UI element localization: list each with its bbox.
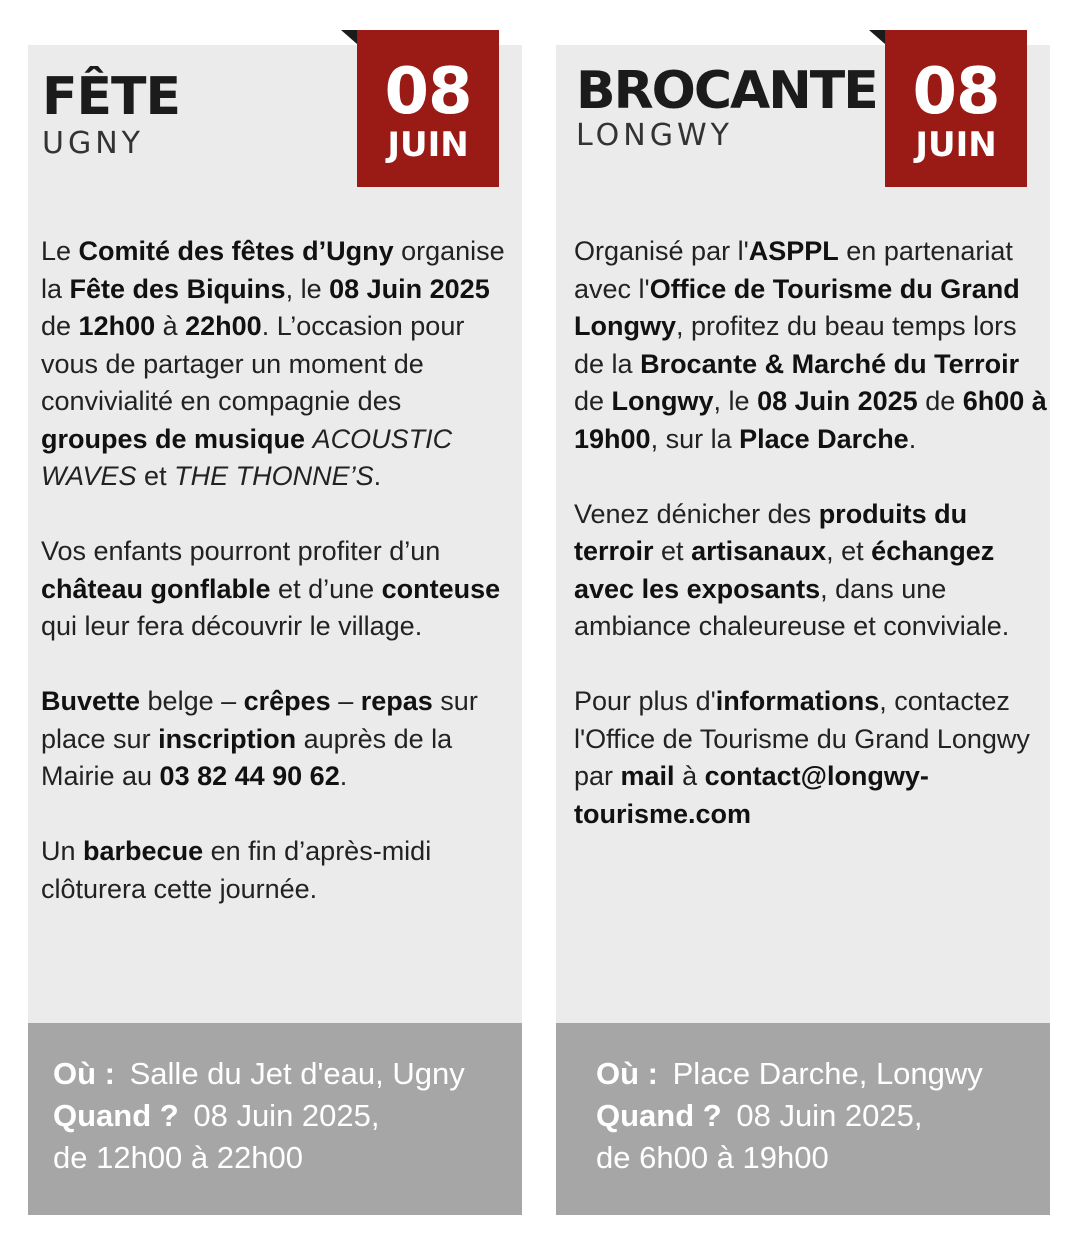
event-info-footer (28, 1023, 522, 1215)
event-description (41, 233, 511, 946)
highlight-text: informations (715, 686, 880, 716)
highlight-text: Comité des fêtes d’Ugny (78, 236, 394, 266)
when-value: 08 Juin 2025, (736, 1098, 923, 1133)
when-value: 08 Juin 2025, (193, 1098, 380, 1133)
highlight-text: 08 Juin 2025 (329, 273, 490, 304)
highlight-text: ASPPL (748, 236, 839, 266)
highlight-text: contact@longwy-tourisme.com (574, 761, 929, 829)
description-paragraph (574, 496, 1050, 646)
highlight-text: échangez avec les exposants (574, 536, 995, 604)
body-text: à (674, 761, 705, 791)
highlight-text: Place Darche (739, 423, 909, 454)
highlight-text: 12h00 (78, 311, 156, 341)
highlight-text: 6h00 à 19h00 (574, 386, 1047, 454)
body-text: Pour plus d' (574, 686, 716, 716)
when-label: Quand ? (53, 1098, 179, 1133)
body-text: de (574, 386, 612, 416)
highlight-text: Buvette (41, 686, 141, 716)
when-label: Quand ? (596, 1098, 722, 1133)
description-paragraph (574, 683, 1050, 833)
body-text: , le (713, 386, 758, 416)
highlight-text: groupes de musique (41, 423, 306, 454)
highlight-text: mail (620, 761, 675, 791)
description-paragraph (41, 683, 511, 796)
when-line (596, 1095, 1050, 1137)
body-text: . (339, 761, 348, 791)
description-paragraph (41, 533, 511, 646)
event-card-brocante-longwy (556, 45, 1050, 1215)
highlight-text: Fête des Biquins (69, 273, 286, 304)
highlight-text: barbecue (83, 836, 204, 866)
body-text: . (373, 461, 382, 491)
body-text: en fin d’après-midi clôturera cette journée. (41, 836, 432, 904)
body-text: Organisé par l' (574, 236, 749, 266)
highlight-text: conteuse (381, 573, 501, 604)
body-text: , sur la (650, 423, 740, 454)
date-badge (357, 30, 499, 187)
highlight-text: inscription (158, 723, 297, 754)
highlight-text: Office de Tourisme du Grand Longwy (574, 273, 1020, 341)
body-text: qui leur fera découvrir le village. (41, 611, 423, 641)
body-text: de (917, 386, 963, 416)
event-description (574, 233, 1050, 871)
body-text: ACOUSTIC WAVES (41, 423, 453, 491)
body-text: Venez dénicher des (574, 498, 819, 529)
body-text: . (908, 423, 917, 454)
highlight-text: repas (360, 686, 433, 716)
time-value: de 12h00 à 22h00 (53, 1140, 303, 1175)
description-paragraph (41, 233, 511, 496)
event-location-heading: LONGWY (576, 118, 733, 153)
body-text: organise la (41, 236, 505, 304)
body-text: en partenariat avec l' (574, 236, 1013, 304)
body-text: et (136, 461, 175, 491)
body-text: et d’une (270, 573, 382, 604)
highlight-text: artisanaux (691, 536, 827, 566)
where-label: Où : (596, 1056, 658, 1091)
time-value: de 6h00 à 19h00 (596, 1140, 829, 1175)
highlight-text: 03 82 44 90 62 (159, 761, 340, 791)
body-text: belge – (140, 686, 244, 716)
highlight-text: Longwy (611, 386, 714, 416)
body-text: THE THONNE’S (174, 461, 374, 491)
body-text: , dans une ambiance chaleureuse et conviviale. (574, 573, 1010, 641)
when-line (53, 1095, 522, 1137)
event-location-heading: UGNY (42, 126, 144, 161)
highlight-text: crêpes (243, 686, 331, 716)
highlight-text: 22h00 (185, 311, 262, 341)
description-paragraph (41, 833, 511, 908)
highlight-text: château gonflable (41, 573, 271, 604)
body-text: , et (826, 536, 872, 566)
body-text: , profitez du beau temps lors de la (574, 311, 1017, 379)
body-text: de (41, 311, 79, 341)
where-line (53, 1053, 522, 1095)
highlight-text: produits du terroir (574, 498, 968, 566)
body-text: auprès de la Mairie au (41, 723, 453, 791)
highlight-text: 08 Juin 2025 (757, 386, 918, 416)
badge-month: JUIN (915, 125, 997, 165)
badge-month: JUIN (387, 125, 469, 165)
body-text: et (653, 536, 692, 566)
body-text: sur place sur (41, 686, 478, 754)
badge-day: 08 (384, 55, 472, 129)
body-text: Un (41, 836, 84, 866)
event-title: BROCANTE (576, 61, 877, 121)
event-card-fete-ugny (28, 45, 522, 1215)
highlight-text: Brocante & Marché du Terroir (640, 348, 1020, 379)
body-text: à (155, 311, 186, 341)
body-text: Vos enfants pourront profiter d’un (41, 536, 441, 566)
body-text: . L’occasion pour vous de partager un moment de convivialité en compagnie des (41, 311, 465, 416)
body-text: , le (285, 273, 330, 304)
body-text (305, 424, 313, 454)
badge-day: 08 (912, 55, 1000, 129)
body-text: Le (41, 236, 79, 266)
body-text: – (330, 686, 361, 716)
where-label: Où : (53, 1056, 115, 1091)
event-title: FÊTE (42, 67, 181, 127)
body-text: , contactez l'Office de Tourisme du Grand Longwy par (574, 686, 1030, 791)
where-value: Salle du Jet d'eau, Ugny (129, 1056, 465, 1091)
where-value: Place Darche, Longwy (672, 1056, 983, 1091)
description-paragraph (574, 233, 1050, 458)
where-line (596, 1053, 1050, 1095)
date-badge (885, 30, 1027, 187)
event-info-footer (556, 1023, 1050, 1215)
